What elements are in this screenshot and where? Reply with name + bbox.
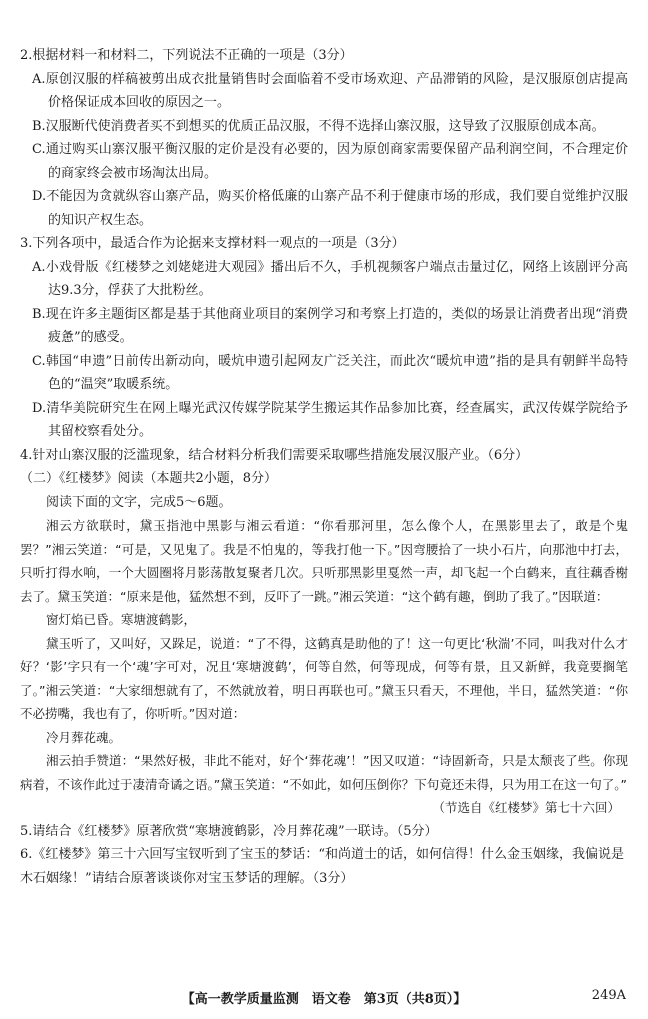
page-footer xyxy=(0,988,648,1008)
question-3-option-d: D.清华美院研究生在网上曝光武汉传媒学院某学生搬运其作品参加比赛，经查属实，武汉传媒学院给予其留校察看处分。 xyxy=(32,400,628,439)
footer-code: 249A xyxy=(591,988,626,1003)
question-5-stem: 5.请结合《红楼梦》原著欣赏“寒塘渡鹤影，冷月葬花魂”一联诗。（5分） xyxy=(20,823,438,839)
question-2-stem: 2.根据材料一和材料二，下列说法不正确的一项是（3分） xyxy=(20,48,353,63)
question-3-option-c: C.韩国“申遗”日前传出新动向，暖炕申遗引起网友广泛关注，而此次“暖炕申遗”指的是具有朝鲜半岛特色的“温突”取暖系统。 xyxy=(32,353,628,392)
question-3-option-a: A.小戏骨版《红楼梦之刘姥姥进大观园》播出后不久，手机视频客户端点击量过亿，网络上该剧评分高达9.3分，俘获了大批粉丝。 xyxy=(32,259,628,298)
footer-title: 【高一教学质量监测 语文卷 第3页（共8页）】 xyxy=(181,992,467,1007)
passage-paragraph-2: 黛玉听了，又叫好，又跺足，说道：“了不得，这鹤真是助他的了！这一句更比‘秋湍’不同，叫我对什么才好？‘影’字只有一个‘魂’字可对，况且‘寒塘渡鹤’，何等自然，何等现成，何等有景，且又新鲜，我竟要搁笔了。”湘云笑道：“大家细想就有了，不然就放着，明日再联也可。”黛玉只看天，不理他，半日，猛然笑道：“你不必捞嘴，我也有了，你听听。”因对道： xyxy=(20,635,628,721)
passage-paragraph-1: 湘云方欲联时，黛玉指池中黑影与湘云看道：“你看那河里，怎么像个人，在黑影里去了，敢是个鬼罢？”湘云笑道：“可是，又见鬼了。我是不怕鬼的，等我打他一下。”因弯腰拾了一块小石片，向那池中打去，只听打得水响，一个大圆圈将月影荡散复聚者几次。只听那黑影里戛然一声，却飞起一个白鹤来，直往藕香榭去了。黛玉笑道：“原来是他，猛然想不到，反吓了一跳。”湘云笑道：“这个鹤有趣，倒助了我了。”因联道： xyxy=(20,518,628,604)
question-6-stem: 6.《红楼梦》第三十六回写宝钗听到了宝玉的梦话：“和尚道士的话，如何信得！什么金玉姻缘，我偏说是木石姻缘！”请结合原著谈谈你对宝玉梦话的理解。（3分） xyxy=(20,847,625,886)
passage-paragraph-3: 湘云拍手赞道：“果然好极，非此不能对，好个‘葬花魂’！”因又叹道：“诗固新奇，只是太颓丧了些。你现病着，不该作此过于凄清奇谲之语。”黛玉笑道：“不如此，如何压倒你？下句竟还未得，只为用工在这一句了。” xyxy=(20,753,628,792)
passage-source: （节选自《红楼梦》第七十六回） xyxy=(432,800,620,815)
passage-verse-2: 冷月葬花魂。 xyxy=(46,729,122,745)
question-3-stem: 3.下列各项中，最适合作为论据来支撑材料一观点的一项是（3分） xyxy=(20,236,405,251)
section-2-heading: （二）《红楼梦》阅读（本题共2小题，8分） xyxy=(20,471,278,486)
passage-verse-1: 窗灯焰已昏。寒塘渡鹤影， xyxy=(46,612,197,627)
question-4-stem: 4.针对山寨汉服的泛滥现象，结合材料分析我们需要采取哪些措施发展汉服产业。（6分） xyxy=(20,447,529,463)
question-3-option-b: B.现在许多主题街区都是基于其他商业项目的案例学习和考察上打造的，类似的场景让消费者出现“消费疲惫”的感受。 xyxy=(32,306,628,345)
section-2-instruction: 阅读下面的文字，完成5～6题。 xyxy=(46,494,232,510)
question-2-option-a: A.原创汉服的样稿被剪出成衣批量销售时会面临着不受市场欢迎、产品滞销的风险，是汉服原创店提高价格保证成本回收的原因之一。 xyxy=(32,71,628,110)
question-2-option-d: D.不能因为贪就纵容山寨产品，购买价格低廉的山寨产品不利于健康市场的形成，我们要自觉维护汉服的知识产权生态。 xyxy=(32,189,628,228)
question-2-option-b: B.汉服断代使消费者买不到想买的优质正品汉服，不得不选择山寨汉服，这导致了汉服原创成本高。 xyxy=(32,118,605,134)
question-2-option-c: C.通过购买山寨汉服平衡汉服的定价是没有必要的，因为原创商家需要保留产品利润空间，不合理定价的商家终会被市场淘汰出局。 xyxy=(32,142,628,181)
